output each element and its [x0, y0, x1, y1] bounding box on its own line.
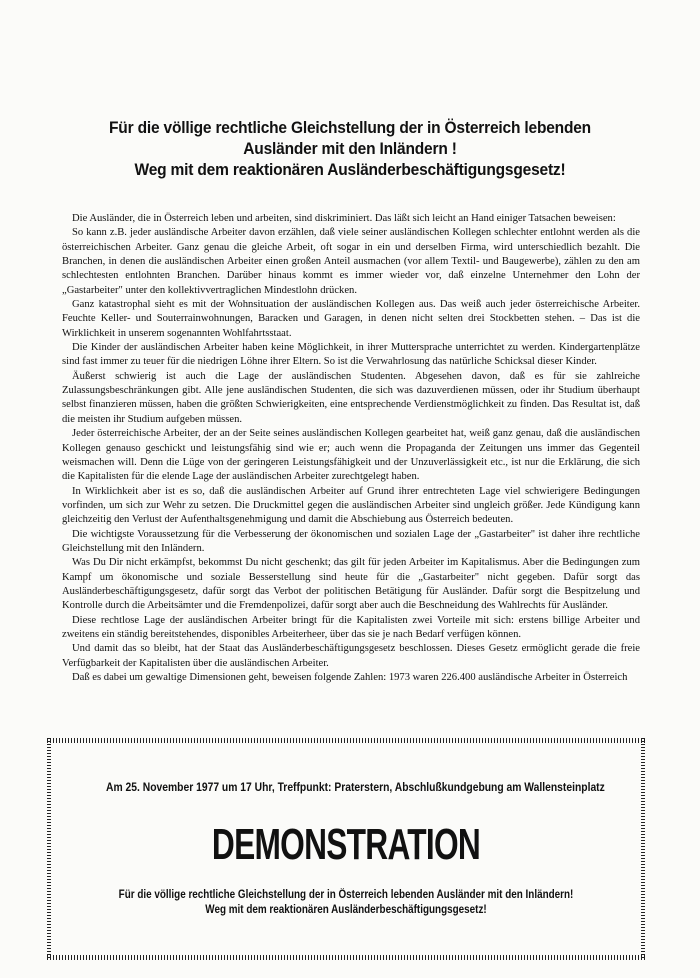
- paragraph-11: Und damit das so bleibt, hat der Staat das Ausländerbeschäftigungsgesetz beschlossen. Dieses Gesetz ermöglicht gerade die freie Verfügbarkeit der Kapitalisten über die ausländischen Arbeiter.: [62, 643, 640, 669]
- demonstration-banner: [47, 738, 645, 960]
- paragraph-4: Die Kinder der ausländischen Arbeiter haben keine Möglichkeit, in ihrer Muttersprache unterrichtet zu werden. Kindergartenplätze sind fast immer zu teuer für die niedrigen Löhne ihrer Eltern. So ist die Verwahrlosung das natürliche Schicksal dieser Kinder.: [62, 342, 640, 368]
- headline-line-1: Für die völlige rechtliche Gleichstellung der in Österreich lebenden: [109, 119, 591, 137]
- banner-border-bottom: [47, 955, 645, 960]
- banner-slogan-line-1: Für die völlige rechtliche Gleichstellung der in Österreich lebenden Ausländer mit den Inländern!: [118, 889, 574, 901]
- paragraph-9: Was Du Dir nicht erkämpfst, bekommst Du nicht geschenkt; das gilt für jeden Arbeiter im Kapitalismus. Aber die Bedingungen zum Kampf um ökonomische und soziale Besserstellung sind heute für die „Gastarbeiter" nicht gegeben. Dafür sorgt das Ausländerbeschäftigungsgesetz, dafür sorgt das Verbot der politischen Betätigung für Ausländer. Dafür sorgt die Bespitzelung und Kontrolle durch die Arbeitsämter und die Fremdenpolizei, dafür sorgt aber auch die Beschneidung des Wahlrechts für Ausländer.: [62, 557, 640, 612]
- paragraph-6: Jeder österreichische Arbeiter, der an der Seite seines ausländischen Kollegen gearbeitet hat, weiß ganz genau, daß die ausländischen Kollegen genauso geschickt und leistungsfähig sind wie er; auch wenn die Propaganda der Zeitungen uns immer das Gegenteil weismachen will. Denn die Lüge von der geringeren Leistungsfähigkeit und der Unzuverlässigkeit etc., ist nur die Erklärung, die sich die Kapitalisten für die elende Lage der ausländischen Arbeiter zurechtgelegt haben.: [62, 428, 640, 483]
- meeting-info: Am 25. November 1977 um 17 Uhr, Treffpunkt: Praterstern, Abschlußkundgebung am Wallensteinplatz: [106, 780, 605, 794]
- paragraph-7: In Wirklichkeit aber ist es so, daß die ausländischen Arbeiter auf Grund ihrer entrechteten Lage viel schwierigere Bedingungen vorfinden, um sich zur Wehr zu setzen. Die Druckmittel gegen die ausländischen Arbeiter sind ungleich größer. Jede Kündigung kann gleichzeitig den Verlust der Aufenthaltsgenehmigung und damit die Abschiebung aus Österreich bedeuten.: [62, 485, 640, 526]
- paragraph-3: Ganz katastrophal sieht es mit der Wohnsituation der ausländischen Kollegen aus. Das weiß auch jeder österreichische Arbeiter. Feuchte Keller- und Souterrainwohnungen, Baracken und Garagen, in denen nicht selten drei Stockbetten stehen. – Das ist die Wirklichkeit in unserem sogenannten Wohlfahrtsstaat.: [62, 299, 640, 339]
- paragraph-1: Die Ausländer, die in Österreich leben und arbeiten, sind diskriminiert. Das läßt sich leicht an Hand einiger Tatsachen beweisen:: [72, 213, 616, 224]
- banner-slogan-line-2: Weg mit dem reaktionären Ausländerbeschäftigungsgesetz!: [205, 904, 487, 916]
- paragraph-8: Die wichtigste Voraussetzung für die Verbesserung der ökonomischen und sozialen Lage der „Gastarbeiter" ist daher ihre rechtliche Gleichstellung mit den Inländern.: [62, 528, 640, 554]
- demonstration-title: DEMONSTRATION: [211, 820, 481, 869]
- paragraph-2: So kann z.B. jeder ausländische Arbeiter davon erzählen, daß viele seiner ausländischen Kollegen schlechter entlohnt werden als die österreichischen Arbeiter. Ganz genau die gleiche Arbeit, oft sogar in ein und derselben Firma, wird unterschiedlich bezahlt. Die Branchen, in denen die ausländischen Arbeiter einen großen Anteil ausmachen (vor allem Textil- und Baugewerbe), zählen zu den am schlechtesten entlohnten Branchen. Darüber hinaus kommt es immer wieder vor, daß einzelne Unternehmer den Lohn der „Gastarbeiter" unter den kollektivvertraglichen Mindestlohn drücken.: [62, 227, 640, 296]
- banner-border-left: [47, 738, 51, 960]
- paragraph-5: Äußerst schwierig ist auch die Lage der ausländischen Studenten. Abgesehen davon, daß es für sie zahlreiche Zulassungsbeschränkungen gibt. Alle jene ausländischen Studenten, die sich was dazuverdienen müssen, oder ihr Studium überhaupt selbst finanzieren müssen, haben die größten Schwierigkeiten, eine entsprechende Verdienstmöglichkeit zu finden. Das Resultat ist, daß die meisten ihr Studium aufgeben müssen.: [62, 370, 640, 425]
- headline-line-2: Ausländer mit den Inländern !: [243, 140, 457, 158]
- paragraph-12: Daß es dabei um gewaltige Dimensionen geht, beweisen folgende Zahlen: 1973 waren 226.400 ausländische Arbeiter in Österreich: [72, 672, 628, 683]
- banner-border-top: [47, 738, 645, 743]
- headline: [77, 118, 622, 181]
- banner-slogan: [106, 888, 586, 918]
- body-text: [62, 212, 640, 685]
- headline-line-3: Weg mit dem reaktionären Ausländerbeschäftigungsgesetz!: [134, 161, 566, 179]
- paragraph-10: Diese rechtlose Lage der ausländischen Arbeiter bringt für die Kapitalisten zwei Vorteile mit sich: erstens billige Arbeiter und zweitens ein ständig bereitstehendes, disponibles Arbeiterheer, über das sie je nach Bedarf verfügen können.: [62, 614, 640, 640]
- banner-border-right: [641, 738, 645, 960]
